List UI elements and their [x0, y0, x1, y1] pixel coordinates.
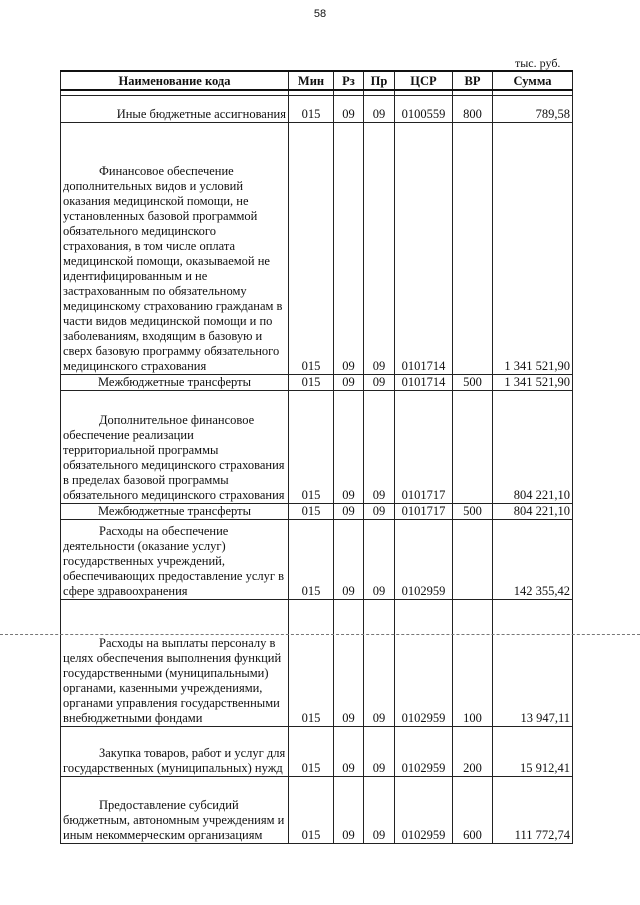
row-sum: 142 355,42	[493, 519, 573, 599]
row-min: 015	[289, 776, 334, 843]
row-pr: 09	[364, 599, 395, 726]
column-header-rz: Рз	[334, 71, 364, 90]
column-header-sum: Сумма	[493, 71, 573, 90]
row-vr: 600	[453, 776, 493, 843]
table-row	[61, 776, 573, 843]
row-csr: 0101714	[395, 122, 453, 374]
row-min: 015	[289, 95, 334, 122]
row-vr: 800	[453, 95, 493, 122]
row-vr: 500	[453, 503, 493, 519]
row-sum: 804 221,10	[493, 390, 573, 503]
row-name: Иные бюджетные ассигнования	[61, 95, 289, 122]
row-name-text: Расходы на обеспечение деятельности (оказание услуг) государственных учреждений, обеспечивающих предоставление услуг в сфере здравоохранения	[63, 523, 285, 598]
row-rz: 09	[334, 122, 364, 374]
column-header-vr: ВР	[453, 71, 493, 90]
row-pr: 09	[364, 519, 395, 599]
row-name	[61, 599, 289, 726]
row-csr: 0102959	[395, 599, 453, 726]
page-number: 58	[313, 8, 327, 20]
row-csr: 0102959	[395, 519, 453, 599]
row-csr: 0101717	[395, 390, 453, 503]
row-sum: 1 341 521,90	[493, 374, 573, 390]
budget-table	[60, 70, 573, 844]
row-name	[61, 390, 289, 503]
column-header-pr: Пр	[364, 71, 395, 90]
table-row	[61, 599, 573, 726]
row-min: 015	[289, 122, 334, 374]
row-sum: 789,58	[493, 95, 573, 122]
row-name-text: Предоставление субсидий бюджетным, автономным учреждениям и иным некоммерческим организациям	[63, 797, 285, 842]
row-vr	[453, 519, 493, 599]
row-name	[61, 519, 289, 599]
row-pr: 09	[364, 503, 395, 519]
row-name	[61, 726, 289, 776]
row-min: 015	[289, 599, 334, 726]
row-name-text: Дополнительное финансовое обеспечение реализации территориальной программы обязательного медицинского страхования в пределах базовой программы обязательного медицинского страхования	[63, 412, 285, 502]
table-header-row	[61, 71, 573, 90]
row-rz: 09	[334, 374, 364, 390]
table-row	[61, 726, 573, 776]
row-pr: 09	[364, 95, 395, 122]
row-pr: 09	[364, 776, 395, 843]
column-header-min: Мин	[289, 71, 334, 90]
row-rz: 09	[334, 95, 364, 122]
row-csr: 0102959	[395, 726, 453, 776]
row-pr: 09	[364, 390, 395, 503]
row-sum: 111 772,74	[493, 776, 573, 843]
row-pr: 09	[364, 726, 395, 776]
row-min: 015	[289, 503, 334, 519]
row-vr	[453, 122, 493, 374]
row-rz: 09	[334, 503, 364, 519]
table-row	[61, 95, 573, 122]
row-rz: 09	[334, 519, 364, 599]
row-csr: 0101714	[395, 374, 453, 390]
row-name	[61, 776, 289, 843]
row-rz: 09	[334, 726, 364, 776]
row-sum: 15 912,41	[493, 726, 573, 776]
row-pr: 09	[364, 374, 395, 390]
table-row	[61, 374, 573, 390]
row-name-text: Финансовое обеспечение дополнительных видов и условий оказания медицинской помощи, не установленных базовой программой обязательного медицинского страхования, в том числе оплата медицинской помощи, оказываемой не идентифицированным и не застрахованным по обязательному медицинскому страхованию гражданам в части видов медицинской помощи и по заболеваниям, входящим в базовую и сверх базовую программу обязательного медицинского страхования	[63, 163, 283, 373]
row-rz: 09	[334, 599, 364, 726]
column-header-csr: ЦСР	[395, 71, 453, 90]
row-min: 015	[289, 726, 334, 776]
row-vr: 500	[453, 374, 493, 390]
row-min: 015	[289, 390, 334, 503]
row-name-text: Расходы на выплаты персоналу в целях обеспечения выполнения функций государственными (муниципальными) органами, казенными учреждениями, органами управления государственными внебюджетными фондами	[63, 635, 282, 725]
table-row	[61, 390, 573, 503]
unit-label: тыс. руб.	[515, 56, 561, 70]
table-row	[61, 503, 573, 519]
table-row	[61, 519, 573, 599]
row-sum: 1 341 521,90	[493, 122, 573, 374]
row-name-text: Закупка товаров, работ и услуг для государственных (муниципальных) нужд	[63, 745, 286, 775]
row-name: Межбюджетные трансферты	[61, 503, 289, 519]
scan-fold-line	[0, 634, 640, 635]
row-csr: 0100559	[395, 95, 453, 122]
row-vr	[453, 390, 493, 503]
row-pr: 09	[364, 122, 395, 374]
row-rz: 09	[334, 776, 364, 843]
row-vr: 100	[453, 599, 493, 726]
row-sum: 804 221,10	[493, 503, 573, 519]
column-header-name: Наименование кода	[61, 71, 289, 90]
row-min: 015	[289, 519, 334, 599]
row-name	[61, 122, 289, 374]
row-sum: 13 947,11	[493, 599, 573, 726]
table-row	[61, 122, 573, 374]
row-vr: 200	[453, 726, 493, 776]
row-csr: 0102959	[395, 776, 453, 843]
row-min: 015	[289, 374, 334, 390]
row-name: Межбюджетные трансферты	[61, 374, 289, 390]
row-rz: 09	[334, 390, 364, 503]
row-csr: 0101717	[395, 503, 453, 519]
